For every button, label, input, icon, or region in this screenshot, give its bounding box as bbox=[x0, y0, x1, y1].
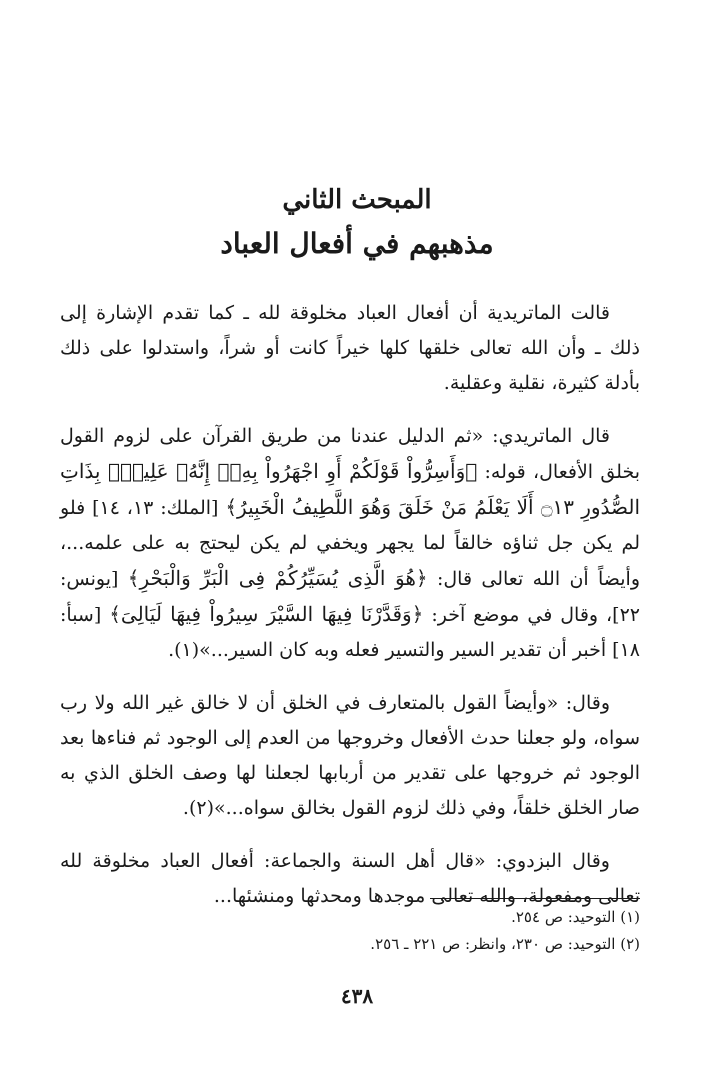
text-segment: وقال: «وأيضاً القول بالمتعارف في الخلق أن لا خالق غير الله ولا رب سواه، ولو جعلنا حدث الأفعال وخروجها من العدم إلى الوجود ثم فناءها بعد الوجود ثم خروجها على تقدير من أربابها لجعلنا لها وصف الخلق الذي به صار الخلق خلقاً، وفي ذلك لزوم القول بخالق سواه...»(٢). bbox=[60, 692, 640, 819]
text-segment: [سبأ: ١٨] أخبر أن تقدير السير والتسير فعله وبه كان السير...»(١). bbox=[60, 604, 640, 661]
text-segment: قال الماتريدي: «ثم الدليل عندنا من طريق القرآن على لزوم القول بخلق الأفعال، قوله: bbox=[60, 425, 641, 483]
paragraph bbox=[60, 686, 640, 826]
footnotes bbox=[60, 904, 640, 958]
chapter-title: مذهبهم في أفعال العباد bbox=[220, 227, 494, 260]
text-segment: وقال البزدوي: «قال أهل السنة والجماعة: أفعال العباد مخلوقة لله تعالى ومفعولة، والله تعالى موجدها ومحدثها ومنشئها... bbox=[60, 850, 640, 907]
section-title: المبحث الثاني bbox=[282, 185, 432, 215]
page-number: ٤٣٨ bbox=[340, 984, 374, 1008]
quran-verse: ﴿وَأَسِرُّواْ قَوْلَكُمْ أَوِ اجْهَرُواْ بِهِۦٓ إِنَّهُۥ عَلِيمُۢ بِذَاتِ الصُّدُورِ ۝١٣ أَلَا يَعْلَمُ مَنْ خَلَقَ وَهُوَ اللَّطِيفُ الْخَبِيرُ﴾ bbox=[60, 459, 641, 519]
quran-verse: ﴿وَقَدَّرْنَا فِيهَا السَّيْرَ سِيرُواْ فِيهَا لَيَالِىَ﴾ bbox=[109, 602, 424, 626]
body-text bbox=[60, 296, 640, 932]
footnote: (٢) التوحيد: ص ٢٣٠، وانظر: ص ٢٢١ ـ ٢٥٦. bbox=[370, 935, 640, 953]
text-segment: [يونس: ٢٢]، وقال في موضع آخر: bbox=[60, 568, 640, 626]
text-segment: [الملك: ١٣، ١٤] فلو لم يكن جل ثناؤه خالقاً لما يجهر ويخفي لم يكن ليحتج به على علمه...، وأيضاً أن الله تعالى قال: bbox=[60, 497, 641, 590]
footnote-divider bbox=[430, 898, 640, 899]
footnote: (١) التوحيد: ص ٢٥٤. bbox=[511, 908, 640, 926]
quran-verse: ﴿هُوَ الَّذِى يُسَيِّرُكُمْ فِى الْبَرِّ وَالْبَحْرِ﴾ bbox=[127, 566, 428, 590]
paragraph bbox=[60, 419, 640, 668]
paragraph bbox=[60, 296, 640, 401]
text-segment: قالت الماتريدية أن أفعال العباد مخلوقة لله ـ كما تقدم الإشارة إلى ذلك ـ وأن الله تعالى خلقها كلها خيراً كانت أو شراً، واستدلوا على ذلك بأدلة كثيرة، نقلية وعقلية. bbox=[60, 302, 640, 394]
